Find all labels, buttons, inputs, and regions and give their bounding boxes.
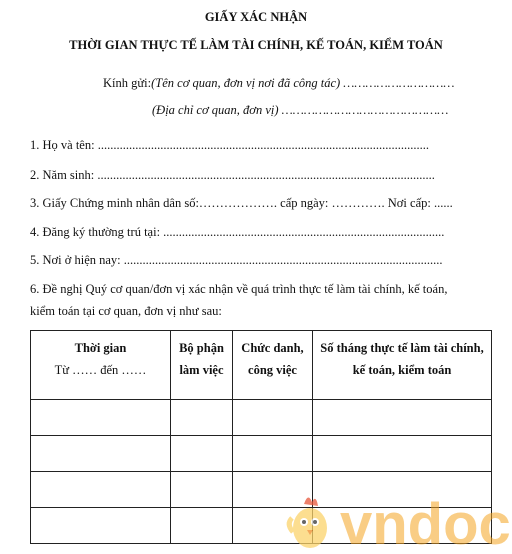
field-permanent-address: 4. Đăng ký thường trú tại: .......................................................................................... [30, 225, 445, 239]
table-cell [171, 436, 233, 472]
header-department-l1: Bộ phận [179, 341, 224, 355]
recipient-line [103, 76, 454, 91]
table-cell [233, 400, 313, 436]
header-position-l2: công việc [248, 363, 297, 377]
table-cell [233, 436, 313, 472]
watermark-text: vndoc [340, 492, 511, 554]
table-cell [31, 400, 171, 436]
table-cell [171, 508, 233, 544]
chick-mascot-icon [289, 497, 327, 548]
request-line-1: 6. Đề nghị Quý cơ quan/đơn vị xác nhận về quá trình thực tế làm tài chính, kế toán, [30, 282, 448, 296]
header-months [313, 331, 492, 400]
table-cell [313, 436, 492, 472]
table-row [31, 436, 492, 472]
header-time-label: Thời gian [74, 341, 127, 355]
document-subtitle: THỜI GIAN THỰC TẾ LÀM TÀI CHÍNH, KẾ TOÁN, KIỂM TOÁN [69, 38, 443, 52]
header-months-l2: kế toán, kiểm toán [352, 363, 452, 377]
field-id-card: 3. Giấy Chứng minh nhân dân số:………………. cấp ngày: …………. Nơi cấp: ...... [30, 196, 453, 210]
header-position-l1: Chức danh, [241, 341, 304, 355]
table-cell [171, 400, 233, 436]
table-row [31, 400, 492, 436]
request-line-2: kiểm toán tại cơ quan, đơn vị như sau: [30, 304, 222, 318]
header-position [233, 331, 313, 400]
vndoc-watermark-logo [282, 488, 512, 554]
header-department [171, 331, 233, 400]
recipient-value: (Tên cơ quan, đơn vị nơi đã công tác) ………………………… [151, 76, 455, 90]
document-title: GIẤY XÁC NHẬN [204, 10, 308, 24]
table-cell [171, 472, 233, 508]
header-months-l1: Số tháng thực tế làm tài chính, [320, 341, 484, 355]
field-full-name: 1. Họ và tên: .......................................................................................................... [30, 138, 429, 152]
header-time [31, 331, 171, 400]
table-cell [31, 472, 171, 508]
table-cell [31, 436, 171, 472]
table-cell [313, 400, 492, 436]
table-header-row [31, 331, 492, 400]
address-line: (Địa chỉ cơ quan, đơn vị) ……………………………………… [152, 103, 449, 117]
field-current-address: 5. Nơi ở hiện nay: ...................................................................................................... [30, 253, 443, 267]
table-cell [31, 508, 171, 544]
recipient-label: Kính gửi: [103, 76, 152, 90]
header-department-l2: làm việc [179, 363, 224, 377]
header-time-range: Từ …… đến …… [54, 363, 147, 377]
field-birth-year: 2. Năm sinh: ............................................................................................................ [30, 168, 435, 182]
